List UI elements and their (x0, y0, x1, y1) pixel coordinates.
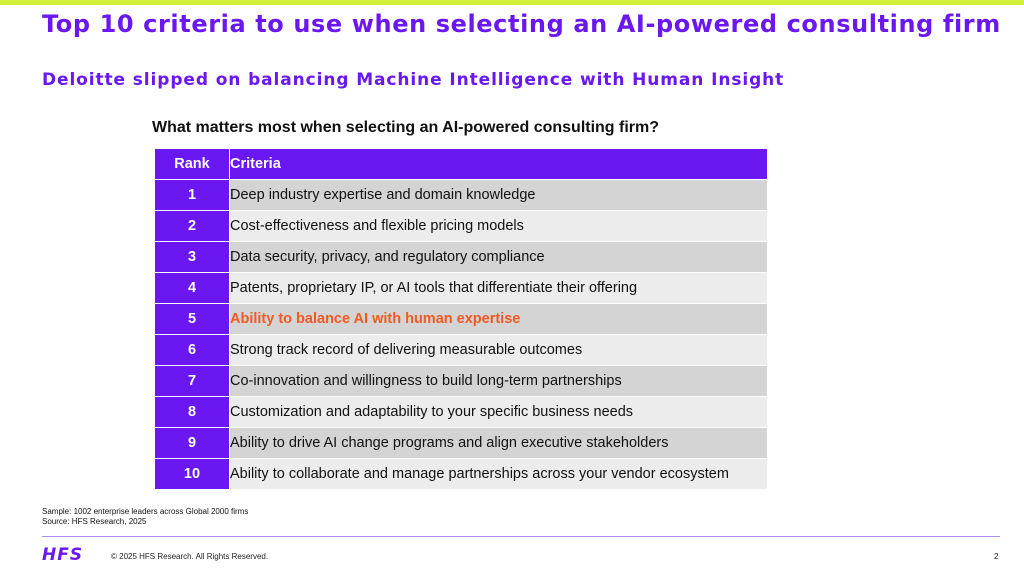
rank-cell: 8 (155, 397, 230, 428)
table-row (155, 428, 768, 459)
criteria-table (154, 148, 768, 490)
table-question: What matters most when selecting an AI-powered consulting firm? (152, 119, 660, 136)
criteria-cell: Customization and adaptability to your specific business needs (230, 397, 768, 428)
top-accent-bar (0, 0, 1024, 5)
page-number: 2 (994, 552, 999, 561)
rank-cell: 5 (155, 304, 230, 335)
rank-cell: 7 (155, 366, 230, 397)
table-row (155, 397, 768, 428)
criteria-cell-highlighted: Ability to balance AI with human expertise (230, 304, 768, 335)
copyright-text: © 2025 HFS Research. All Rights Reserved. (111, 552, 269, 561)
table-row (155, 366, 768, 397)
column-header-rank: Rank (155, 149, 230, 180)
footer-divider (42, 536, 1000, 537)
criteria-cell: Ability to collaborate and manage partnerships across your vendor ecosystem (230, 459, 768, 490)
criteria-cell: Co-innovation and willingness to build long-term partnerships (230, 366, 768, 397)
rank-cell: 9 (155, 428, 230, 459)
criteria-cell: Patents, proprietary IP, or AI tools that differentiate their offering (230, 273, 768, 304)
table-row-highlighted (155, 304, 768, 335)
rank-cell: 1 (155, 180, 230, 211)
criteria-cell: Ability to drive AI change programs and align executive stakeholders (230, 428, 768, 459)
footnotes (42, 507, 248, 527)
table-row (155, 459, 768, 490)
criteria-cell: Data security, privacy, and regulatory compliance (230, 242, 768, 273)
table-header-row (155, 149, 768, 180)
table-row (155, 180, 768, 211)
rank-cell: 10 (155, 459, 230, 490)
rank-cell: 6 (155, 335, 230, 366)
table-row (155, 242, 768, 273)
page-title: Top 10 criteria to use when selecting an AI-powered consulting firm (42, 10, 1001, 38)
criteria-cell: Cost-effectiveness and flexible pricing models (230, 211, 768, 242)
sample-note: Sample: 1002 enterprise leaders across Global 2000 firms (42, 507, 249, 516)
column-header-criteria: Criteria (230, 149, 768, 180)
table-row (155, 211, 768, 242)
table-row (155, 335, 768, 366)
table-row (155, 273, 768, 304)
rank-cell: 4 (155, 273, 230, 304)
criteria-cell: Strong track record of delivering measurable outcomes (230, 335, 768, 366)
source-note: Source: HFS Research, 2025 (42, 517, 147, 526)
rank-cell: 2 (155, 211, 230, 242)
rank-cell: 3 (155, 242, 230, 273)
page-subtitle: Deloitte slipped on balancing Machine Intelligence with Human Insight (42, 70, 785, 90)
hfs-logo: HFS (42, 545, 84, 565)
criteria-cell: Deep industry expertise and domain knowledge (230, 180, 768, 211)
